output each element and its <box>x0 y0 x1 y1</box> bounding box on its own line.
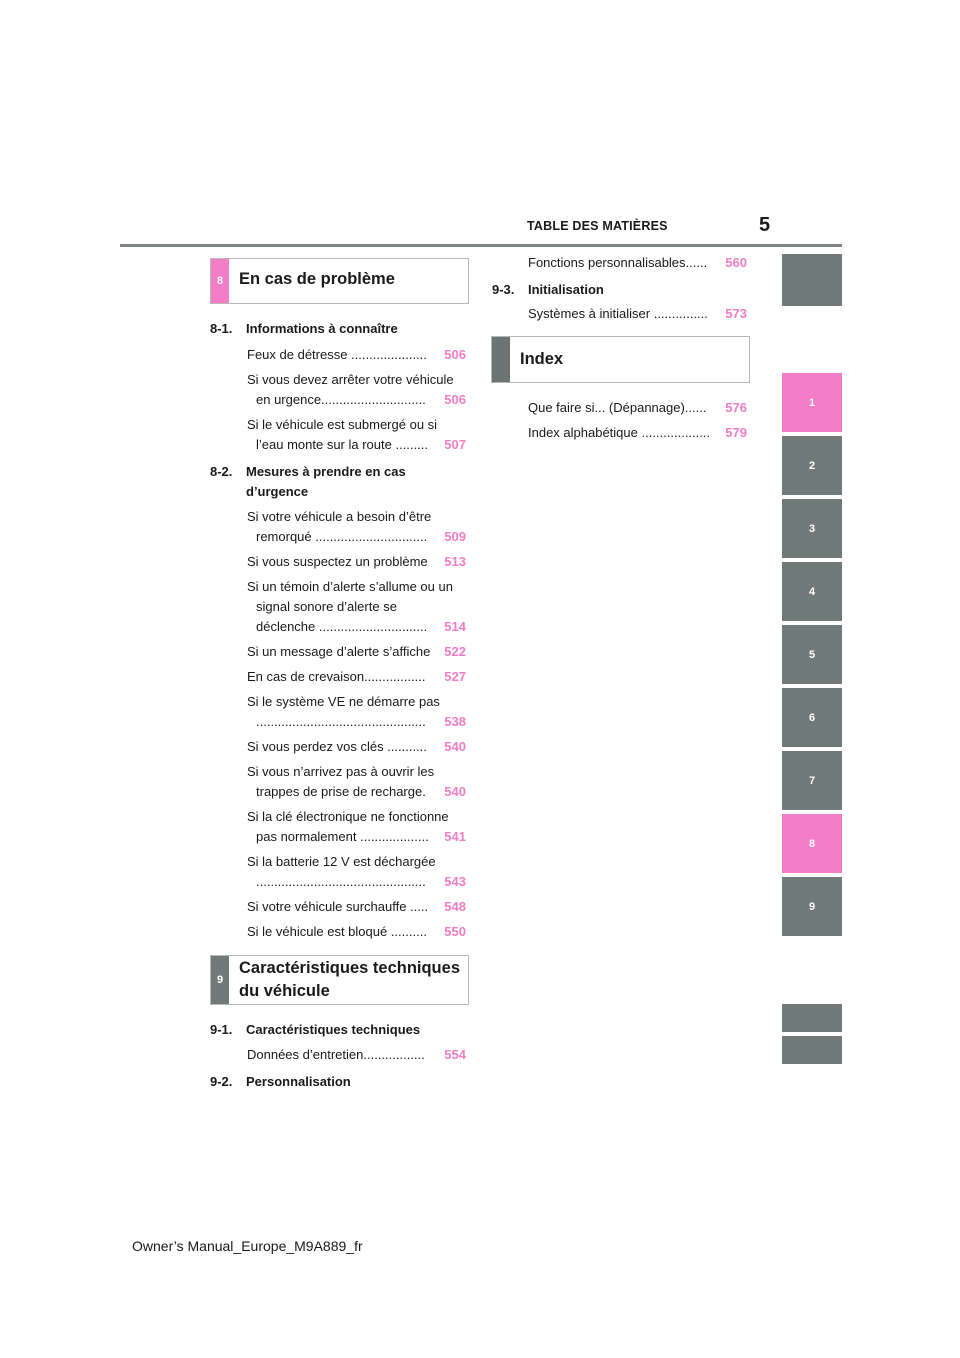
tab-7[interactable]: 7 <box>782 751 842 810</box>
entry-feux-detresse[interactable]: Feux de détresse ..................... <box>247 347 427 362</box>
page-ref[interactable]: 514 <box>444 619 466 634</box>
entry-fonctions-personnalisables[interactable]: Fonctions personnalisables...... <box>528 255 708 270</box>
index-title: Index <box>520 350 564 368</box>
tab-9[interactable]: 9 <box>782 877 842 936</box>
page-ref[interactable]: 554 <box>444 1047 466 1062</box>
tab-blank-bottom-1[interactable] <box>782 1004 842 1032</box>
entry-temoin-alerte-cont2[interactable]: déclenche .............................. <box>256 619 428 634</box>
entry-remorque[interactable]: Si votre véhicule a besoin d’être <box>247 509 432 524</box>
index-header <box>491 336 750 383</box>
tab-blank-top[interactable] <box>782 254 842 306</box>
page-ref[interactable]: 541 <box>444 829 466 844</box>
page-ref[interactable]: 573 <box>725 306 747 321</box>
entry-donnees-entretien[interactable]: Données d’entretien................. <box>247 1047 425 1062</box>
footer-manual-id: Owner’s Manual_Europe_M9A889_fr <box>132 1238 363 1254</box>
tab-blank-bottom-2[interactable] <box>782 1036 842 1064</box>
page-number: 5 <box>759 214 771 236</box>
page-ref[interactable]: 538 <box>444 714 466 729</box>
page-ref[interactable]: 543 <box>444 874 466 889</box>
entry-bloque[interactable]: Si le véhicule est bloqué .......... <box>247 924 427 939</box>
entry-remorque-cont[interactable]: remorqué ............................... <box>256 529 428 544</box>
tab-3[interactable]: 3 <box>782 499 842 558</box>
entry-submerge-cont[interactable]: l’eau monte sur la route ......... <box>256 437 428 452</box>
section-9-title-line2: du véhicule <box>239 982 330 1000</box>
page-ref[interactable]: 540 <box>444 784 466 799</box>
page-ref[interactable]: 522 <box>444 644 466 659</box>
page-ref[interactable]: 560 <box>725 255 747 270</box>
tab-1[interactable]: 1 <box>782 373 842 432</box>
entry-systeme-ve-cont[interactable]: ............................................... <box>256 714 426 729</box>
page-ref[interactable]: 576 <box>725 400 747 415</box>
tab-8[interactable]: 8 <box>782 814 842 873</box>
entry-arreter-urgence-cont[interactable]: en urgence............................. <box>256 392 426 407</box>
entry-crevaison[interactable]: En cas de crevaison................. <box>247 669 426 684</box>
section-8-number: 8 <box>211 259 229 303</box>
entry-arreter-urgence[interactable]: Si vous devez arrêter votre véhicule <box>247 372 454 387</box>
entry-trappes-recharge-cont[interactable]: trappes de prise de recharge. <box>256 784 426 799</box>
index-tab-marker <box>492 337 510 382</box>
page-ref[interactable]: 513 <box>444 554 466 569</box>
section-8-header <box>210 258 469 304</box>
entry-perdez-cles[interactable]: Si vous perdez vos clés ........... <box>247 739 427 754</box>
entry-trappes-recharge[interactable]: Si vous n’arrivez pas à ouvrir les <box>247 764 435 779</box>
entry-depannage[interactable]: Que faire si... (Dépannage)...... <box>528 400 707 415</box>
entry-temoin-alerte[interactable]: Si un témoin d’alerte s’allume ou un <box>247 579 453 594</box>
section-8-title: En cas de problème <box>239 270 395 288</box>
page-ref[interactable]: 507 <box>444 437 466 452</box>
chapter-8-2[interactable]: 8-2. Mesures à prendre en cas <box>210 464 406 479</box>
section-9-title-line1: Caractéristiques techniques <box>239 959 460 977</box>
chapter-9-2[interactable]: 9-2. Personnalisation <box>210 1074 351 1089</box>
entry-submerge[interactable]: Si le véhicule est submergé ou si <box>247 417 438 432</box>
section-9-header <box>210 955 469 1005</box>
chapter-8-2-cont[interactable]: d’urgence <box>246 484 309 499</box>
page-ref[interactable]: 506 <box>444 347 466 362</box>
chapter-9-3[interactable]: 9-3. Initialisation <box>492 282 604 297</box>
page-ref[interactable]: 540 <box>444 739 466 754</box>
page-ref[interactable]: 579 <box>725 425 747 440</box>
tab-6[interactable]: 6 <box>782 688 842 747</box>
entry-index-alphabetique[interactable]: Index alphabétique ................... <box>528 425 711 440</box>
entry-systeme-ve[interactable]: Si le système VE ne démarre pas <box>247 694 440 709</box>
entry-batterie-cont[interactable]: ............................................... <box>256 874 426 889</box>
chapter-9-1[interactable]: 9-1. Caractéristiques techniques <box>210 1022 421 1037</box>
page-ref[interactable]: 506 <box>444 392 466 407</box>
entry-batterie[interactable]: Si la batterie 12 V est déchargée <box>247 854 436 869</box>
entry-surchauffe[interactable]: Si votre véhicule surchauffe ..... <box>247 899 429 914</box>
entry-temoin-alerte-cont[interactable]: signal sonore d’alerte se <box>256 599 397 614</box>
tab-5[interactable]: 5 <box>782 625 842 684</box>
entry-cle-electronique[interactable]: Si la clé électronique ne fonctionne <box>247 809 449 824</box>
tab-2[interactable]: 2 <box>782 436 842 495</box>
page-ref[interactable]: 550 <box>444 924 466 939</box>
chapter-8-1[interactable]: 8-1. Informations à connaître <box>210 321 398 336</box>
tab-4[interactable]: 4 <box>782 562 842 621</box>
page-ref[interactable]: 527 <box>444 669 466 684</box>
header-rule <box>120 244 842 247</box>
running-header-title: TABLE DES MATIÈRES <box>527 219 668 233</box>
entry-message-alerte[interactable]: Si un message d’alerte s’affiche <box>247 644 431 659</box>
page-ref[interactable]: 548 <box>444 899 466 914</box>
section-9-number: 9 <box>211 956 229 1004</box>
entry-systemes-initialiser[interactable]: Systèmes à initialiser ............... <box>528 306 708 321</box>
page-ref[interactable]: 509 <box>444 529 466 544</box>
entry-suspectez-probleme[interactable]: Si vous suspectez un problème <box>247 554 428 569</box>
entry-cle-electronique-cont[interactable]: pas normalement ................... <box>256 829 429 844</box>
